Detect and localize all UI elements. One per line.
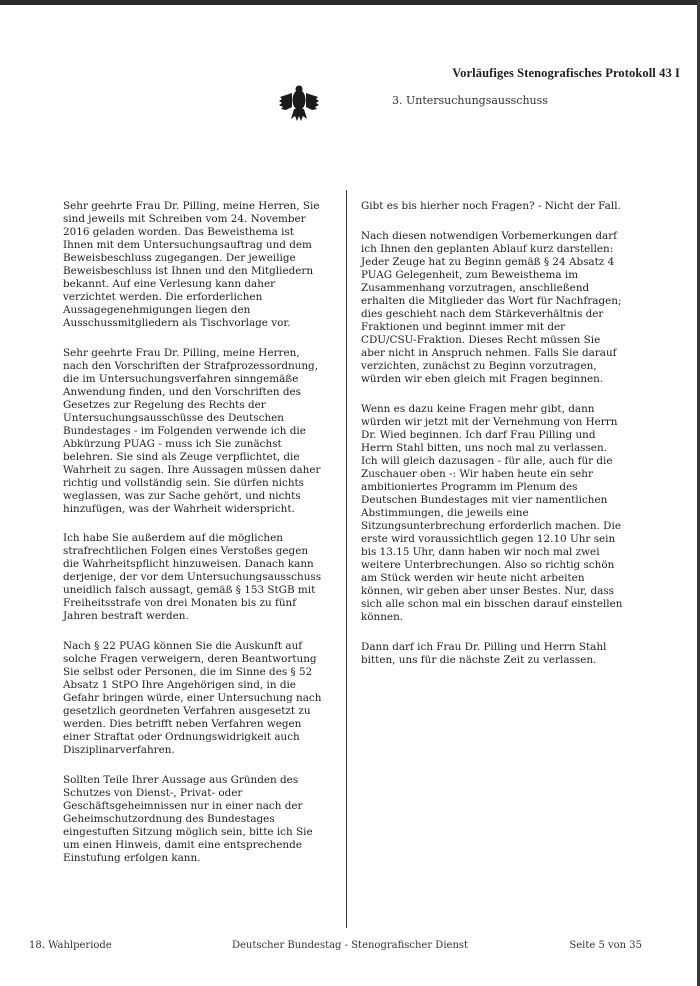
committee-name: 3. Untersuchungsausschuss	[392, 94, 548, 107]
left-text-column	[63, 200, 325, 882]
paragraph: Nach diesen notwendigen Vorbemerkungen darf ich Ihnen den geplanten Ablauf kurz darstellen: Jeder Zeuge hat zu Beginn gemäß § 24 Absatz 4 PUAG Gelegenheit, zum Beweisthema im Zusammenhang vorzutragen, anschließend erhalten die Mitglieder das Wort für Nachfragen; dies geschieht nach dem Stärkeverhältnis der Fraktionen und beginnt immer mit der CDU/CSU-Fraktion. Dieses Recht müssen Sie aber nicht in Anspruch nehmen. Falls Sie darauf verzichten, zunächst zu Beginn vorzutragen, würden wir eben gleich mit Fragen beginnen.	[361, 230, 622, 385]
protocol-title: Vorläufiges Stenografisches Protokoll 43 I	[452, 66, 680, 80]
paragraph: Ich habe Sie außerdem auf die möglichen strafrechtlichen Folgen eines Verstoßes gegen die Wahrheitspflicht hinzuweisen. Danach kann derjenige, der vor dem Untersuchungsausschuss uneidlich falsch aussagt, gemäß § 153 StGB mit Freiheitsstrafe von drei Monaten bis zu fünf Jahren bestraft werden.	[63, 532, 322, 622]
scan-top-edge	[0, 0, 700, 5]
column-divider	[346, 190, 347, 928]
paragraph: Sollten Teile Ihrer Aussage aus Gründen des Schutzes von Dienst-, Privat- oder Geschäftsgeheimnissen nur in einer nach der Geheimschutzordnung des Bundestages eingestuften Sitzung möglich sein, bitte ich Sie um einen Hinweis, damit eine entsprechende Einstufung erfolgen kann.	[63, 774, 313, 864]
federal-eagle-icon	[278, 83, 320, 123]
paragraph: Sehr geehrte Frau Dr. Pilling, meine Herren, nach den Vorschriften der Strafprozessordnung, die im Untersuchungsverfahren sinngemäße Anwendung finden, und den Vorschriften des Gesetzes zur Regelung des Rechts der Untersuchungsausschüsse des Deutschen Bundestages - im Folgenden verwende ich die Abkürzung PUAG - muss ich Sie zunächst belehren. Sie sind als Zeuge verpflichtet, die Wahrheit zu sagen. Ihre Aussagen müssen daher richtig und vollständig sein. Sie dürfen nichts weglassen, was zur Sache gehört, und nichts hinzufügen, was der Wahrheit widerspricht.	[63, 347, 321, 515]
paragraph: Gibt es bis hierher noch Fragen? - Nicht der Fall.	[361, 200, 621, 212]
footer-service: Deutscher Bundestag - Stenografischer Dienst	[231, 940, 469, 951]
paragraph: Dann darf ich Frau Dr. Pilling und Herrn Stahl bitten, uns für die nächste Zeit zu verlassen.	[361, 641, 607, 666]
footer-period: 18. Wahlperiode	[29, 940, 112, 951]
paragraph: Wenn es dazu keine Fragen mehr gibt, dann würden wir jetzt mit der Vernehmung von Herrn Dr. Wied beginnen. Ich darf Frau Pilling und Herrn Stahl bitten, uns noch mal zu verlassen. Ich will gleich dazusagen - für alle, auch für die Zuschauer oben -: Wir haben heute ein sehr ambitioniertes Programm im Plenum des Deutschen Bundestages mit vier namentlichen Abstimmungen, die jeweils eine Sitzungsunterbrechung erforderlich machen. Die erste wird voraussichtlich gegen 12.10 Uhr sein bis 13.15 Uhr, dann haben wir noch mal zwei weitere Unterbrechungen. Also so richtig schön am Stück werden wir heute nicht arbeiten können, wir geben aber unser Bestes. Nur, dass sich alle schon mal ein bisschen darauf einstellen können.	[361, 403, 623, 623]
paragraph: Nach § 22 PUAG können Sie die Auskunft auf solche Fragen verweigern, deren Beantwortung Sie selbst oder Personen, die im Sinne des § 52 Absatz 1 StPO Ihre Angehörigen sind, in die Gefahr bringen würde, einer Untersuchung nach gesetzlich geordneten Verfahren ausgesetzt zu werden. Dies betrifft neben Verfahren wegen einer Straftat oder Ordnungswidrigkeit auch Disziplinarverfahren.	[63, 640, 322, 756]
footer-page-number: Seite 5 von 35	[569, 940, 642, 951]
right-text-column	[361, 200, 623, 684]
paragraph: Sehr geehrte Frau Dr. Pilling, meine Herren, Sie sind jeweils mit Schreiben vom 24. November 2016 geladen worden. Das Beweisthema ist Ihnen mit dem Untersuchungsauftrag und dem Beweisbeschluss zugegangen. Der jeweilige Beweisbeschluss ist Ihnen und den Mitgliedern bekannt. Auf eine Verlesung kann daher verzichtet werden. Die erforderlichen Aussagegenehmigungen liegen den Ausschussmitgliedern als Tischvorlage vor.	[63, 200, 320, 329]
